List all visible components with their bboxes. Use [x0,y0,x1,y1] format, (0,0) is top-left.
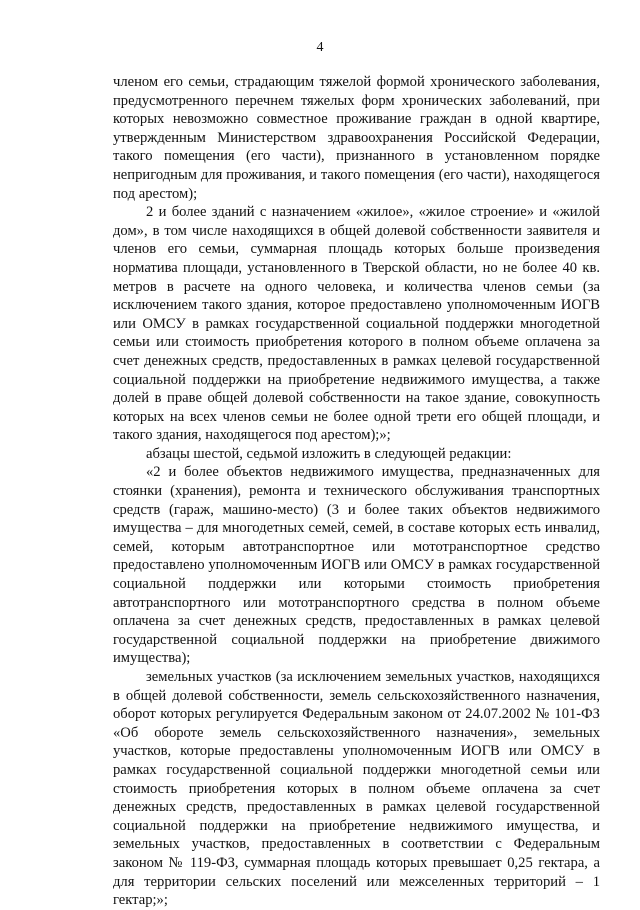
paragraph-garages: «2 и более объектов недвижимого имущества, предназначенных для стоянки (хранения), ремонта и технического обслуживания транспортных средств (гараж, машино-место) (3 и более таких объектов недвижимого имущества – для многодетных семей, семей, в составе которых есть инвалид, семей, которым автотранспортное или мототранспортное средство предоставлено уполномоченным ИОГВ или ОМСУ в рамках государственной социальной поддержки или которыми стоимость приобретения автотранспортного или мототранспортного средства в полном объеме оплачена за счет денежных средств, предоставленных в рамках целевой государственной социальной поддержки на приобретение движимого имущества); [113,464,600,667]
page-number: 4 [316,40,324,55]
document-body [113,73,600,910]
paragraph-continuation: членом его семьи, страдающим тяжелой формой хронического заболевания, предусмотренного перечнем тяжелых форм хронических заболеваний, при которых невозможно совместное проживание граждан в одной квартире, утвержденным Министерством здравоохранения Российской Федерации, такого помещения (его части), признанного в установленном порядке непригодным для проживания, и такого помещения (его части), находящегося под арестом); [113,74,600,202]
paragraph-land-plots: земельных участков (за исключением земельных участков, находящихся в общей долевой собственности, земель сельскохозяйственного назначения, оборот которых регулируется Федеральным законом от 24.07.2002 № 101-ФЗ «Об обороте земель сельскохозяйственного назначения», земельных участков, которые предоставлены уполномоченным ИОГВ или ОМСУ в рамках государственной социальной поддержки многодетной семьи или стоимость приобретения которых в полном объеме оплачена за счет денежных средств, предоставленных в рамках целевой государственной социальной поддержки на приобретение недвижимого имущества, и земельных участков, предоставленных в соответствии с Федеральным законом № 119-ФЗ, суммарная площадь которых превышает 0,25 гектара, а для территории сельских поселений или межселенных территорий – 1 гектар;»; [113,669,600,909]
paragraph-buildings: 2 и более зданий с назначением «жилое», «жилое строение» и «жилой дом», в том числе находящихся в общей долевой собственности заявителя и членов его семьи, суммарная площадь которых больше произведения норматива площади, установленного в Тверской области, но не более 40 кв. метров в расчете на одного человека, и количества членов семьи (за исключением такого здания, которое предоставлено уполномоченным ИОГВ или ОМСУ в рамках государственной социальной поддержки многодетной семьи или стоимость приобретения которого в полном объеме оплачена за счет денежных средств, предоставленных в рамках целевой государственной социальной поддержки на приобретение недвижимого имущества, а также долей в праве общей долевой собственности на такое здание, совокупность которых на всех членов семьи не более одной трети его общей площади, и такого здания, находящегося под арестом);»; [113,204,600,444]
paragraph-amendment-intro: абзацы шестой, седьмой изложить в следующей редакции: [146,445,512,462]
